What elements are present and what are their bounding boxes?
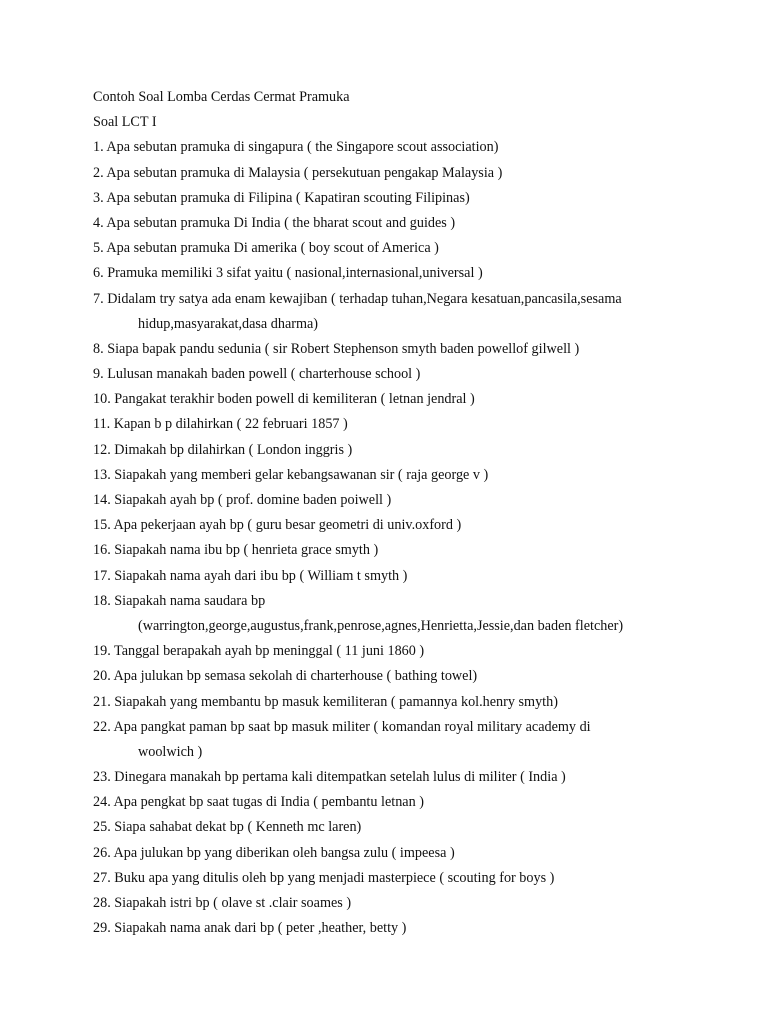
question-item — [93, 513, 753, 538]
question-text-continuation: woolwich ) — [138, 743, 203, 760]
question-item — [93, 639, 753, 664]
question-text-continuation: hidup,masyarakat,dasa dharma) — [138, 315, 319, 332]
question-text: 7. Didalam try satya ada enam kewajiban ( terhadap tuhan,Negara kesatuan,pancasila,sesama — [93, 290, 622, 307]
question-item — [93, 841, 753, 866]
question-text: 8. Siapa bapak pandu sedunia ( sir Robert Stephenson smyth baden powellof gilwell ) — [93, 340, 580, 357]
question-text: 14. Siapakah ayah bp ( prof. domine baden poiwell ) — [93, 492, 392, 508]
question-text: 23. Dinegara manakah bp pertama kali ditempatkan setelah lulus di militer ( India ) — [93, 769, 566, 786]
question-text: 5. Apa sebutan pramuka Di amerika ( boy scout of America ) — [93, 240, 439, 257]
question-item — [93, 186, 753, 211]
question-item — [93, 589, 753, 639]
question-text: 9. Lulusan manakah baden powell ( charterhouse school ) — [93, 366, 421, 383]
question-text: 4. Apa sebutan pramuka Di India ( the bharat scout and guides ) — [93, 214, 456, 231]
question-item — [93, 891, 753, 916]
question-text: 25. Siapa sahabat dekat bp ( Kenneth mc laren) — [93, 819, 362, 836]
question-item — [93, 161, 753, 186]
question-item — [93, 261, 753, 286]
question-list — [93, 135, 753, 941]
question-text: 16. Siapakah nama ibu bp ( henrieta grace smyth ) — [93, 542, 379, 559]
question-item — [93, 765, 753, 790]
document-title: Contoh Soal Lomba Cerdas Cermat Pramuka — [93, 89, 350, 105]
question-item — [93, 866, 753, 891]
question-text: 18. Siapakah nama saudara bp — [93, 592, 266, 609]
question-item — [93, 564, 753, 589]
question-item — [93, 916, 753, 941]
question-item — [93, 387, 753, 412]
question-text: 24. Apa pengkat bp saat tugas di India ( pembantu letnan ) — [93, 794, 424, 811]
question-item — [93, 287, 753, 337]
section-heading: Soal LCT I — [93, 114, 157, 131]
question-item — [93, 790, 753, 815]
question-item — [93, 488, 753, 513]
question-text: 12. Dimakah bp dilahirkan ( London inggris ) — [93, 441, 353, 458]
question-text: 11. Kapan b p dilahirkan ( 22 februari 1857 ) — [93, 416, 348, 433]
question-text: 6. Pramuka memiliki 3 sifat yaitu ( nasional,internasional,universal ) — [93, 265, 483, 282]
question-item — [93, 135, 753, 160]
document-body — [93, 85, 753, 941]
question-text: 20. Apa julukan bp semasa sekolah di charterhouse ( bathing towel) — [93, 668, 478, 685]
question-text: 2. Apa sebutan pramuka di Malaysia ( persekutuan pengakap Malaysia ) — [93, 164, 503, 181]
question-item — [93, 463, 753, 488]
question-text: 27. Buku apa yang ditulis oleh bp yang menjadi masterpiece ( scouting for boys ) — [93, 869, 555, 886]
question-item — [93, 538, 753, 563]
question-item — [93, 337, 753, 362]
question-text: 10. Pangakat terakhir boden powell di kemiliteran ( letnan jendral ) — [93, 391, 475, 408]
question-text: 21. Siapakah yang membantu bp masuk kemiliteran ( pamannya kol.henry smyth) — [93, 693, 558, 710]
question-item — [93, 236, 753, 261]
question-text: 22. Apa pangkat paman bp saat bp masuk militer ( komandan royal military academy di — [93, 718, 591, 735]
question-item — [93, 412, 753, 437]
question-text: 3. Apa sebutan pramuka di Filipina ( Kapatiran scouting Filipinas) — [93, 189, 470, 206]
question-text: 17. Siapakah nama ayah dari ibu bp ( William t smyth ) — [93, 567, 408, 584]
question-text: 28. Siapakah istri bp ( olave st .clair soames ) — [93, 895, 352, 911]
question-item — [93, 362, 753, 387]
question-text-continuation: (warrington,george,augustus,frank,penrose,agnes,Henrietta,Jessie,dan baden fletcher) — [138, 617, 624, 634]
question-item — [93, 211, 753, 236]
question-text: 26. Apa julukan bp yang diberikan oleh bangsa zulu ( impeesa ) — [93, 844, 455, 861]
question-item — [93, 815, 753, 840]
question-text: 1. Apa sebutan pramuka di singapura ( the Singapore scout association) — [93, 139, 499, 156]
question-item — [93, 690, 753, 715]
question-text: 15. Apa pekerjaan ayah bp ( guru besar geometri di univ.oxford ) — [93, 517, 462, 534]
question-item — [93, 438, 753, 463]
question-text: 13. Siapakah yang memberi gelar kebangsawanan sir ( raja george v ) — [93, 466, 489, 483]
question-item — [93, 664, 753, 689]
question-text: 19. Tanggal berapakah ayah bp meninggal ( 11 juni 1860 ) — [93, 643, 425, 660]
question-text: 29. Siapakah nama anak dari bp ( peter ,heather, betty ) — [93, 920, 407, 937]
question-item — [93, 715, 753, 765]
